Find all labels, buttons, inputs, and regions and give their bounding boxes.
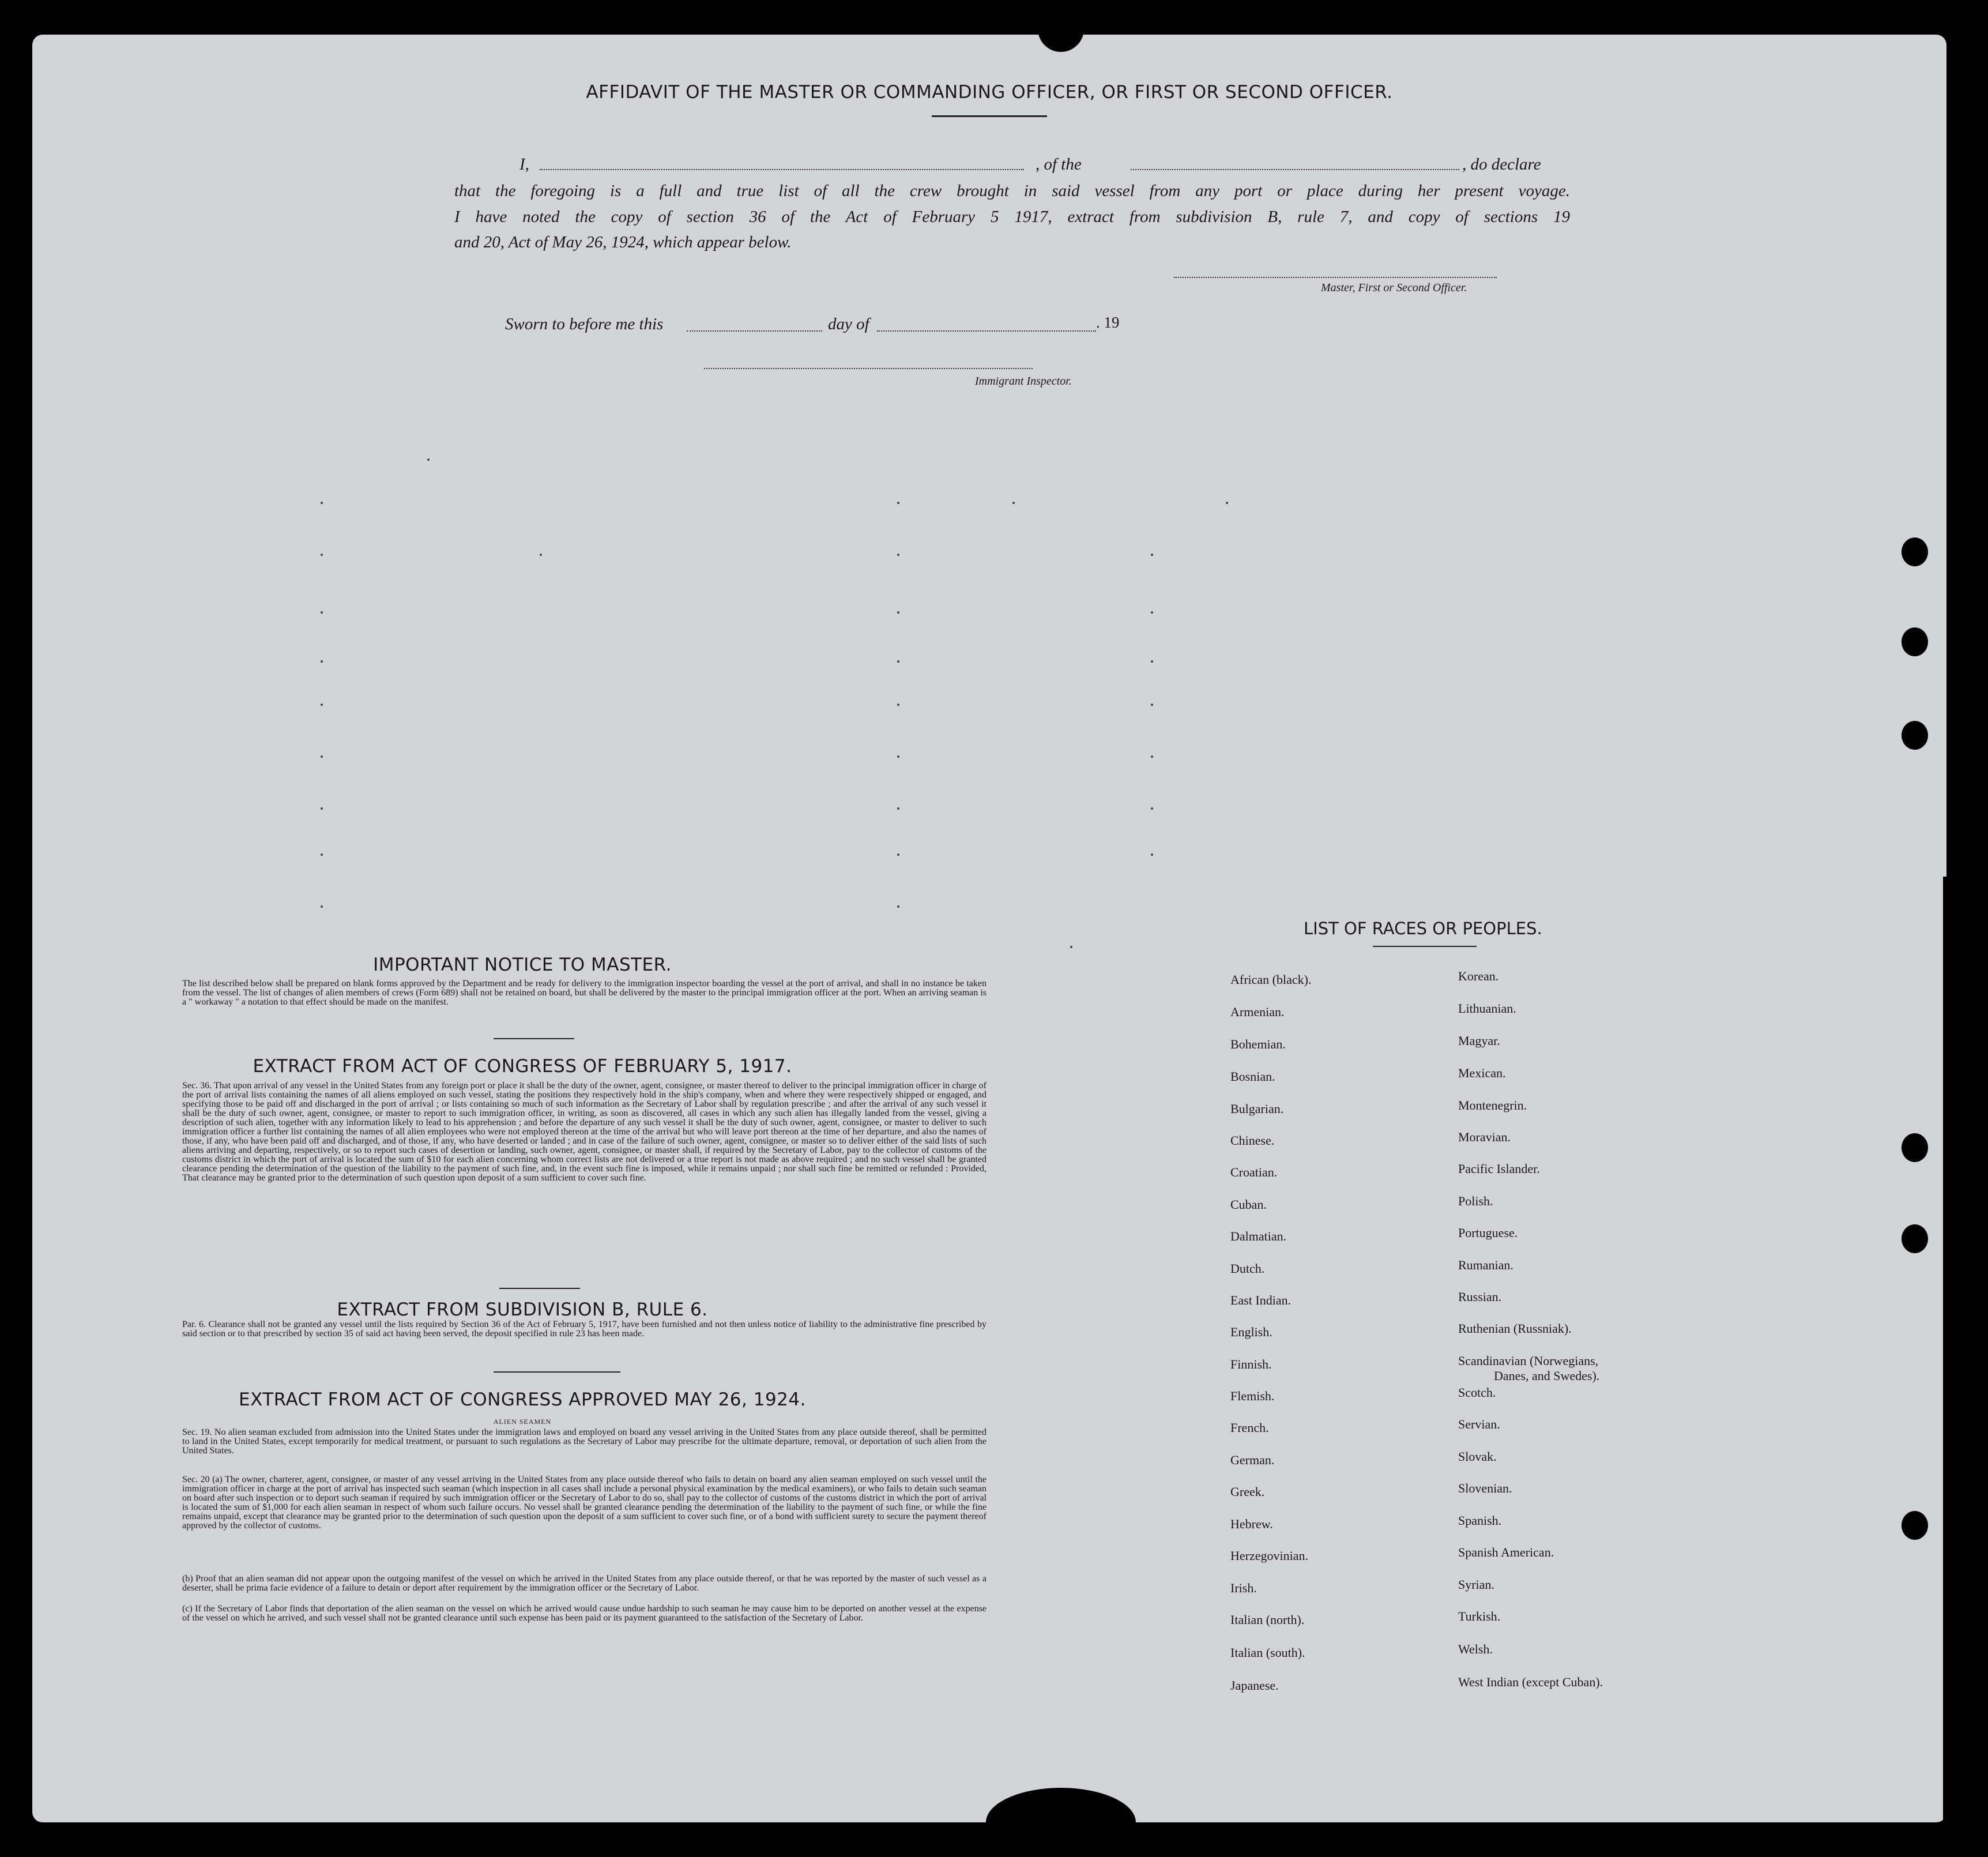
master-signature-caption: Master, First or Second Officer. (1321, 281, 1467, 294)
extract-1924-sec20c: (c) If the Secretary of Labor finds that deportation of the alien seaman on the vessel on which he arrived would cause undue hardship to such seaman he may cause him to be deported on another vessel at the expense of the vessel on which he arrived, and such vessel shall not be granted clearance until such expense has been paid or its payment guaranteed to the satisfaction of the Secretary of Labor. (182, 1604, 987, 1623)
punch-hole-icon (1902, 1224, 1928, 1253)
extract-1917-rule (499, 1288, 580, 1289)
title-underline (932, 115, 1047, 117)
vessel-name-field[interactable] (1131, 169, 1459, 170)
races-title: LIST OF RACES OR PEOPLES. (1304, 919, 1542, 938)
declaration-do-declare: , do declare (1462, 155, 1541, 174)
punch-hole-icon (1902, 721, 1928, 750)
race-item: Russian. (1458, 1290, 1502, 1304)
extract-1924-sec20b: (b) Proof that an alien seaman did not appear upon the outgoing manifest of the vessel on which he arrived in the United States from any place outside thereof, or that he was reported by the master of such vessel as a deserter, shall be prima facie evidence of a failure to detain or deport after requirement by the immigration officer or the Secretary of Labor. (182, 1574, 987, 1593)
declaration-of-the: , of the (1036, 155, 1082, 174)
year-label: . 19 (1096, 314, 1120, 331)
race-item: Turkish. (1458, 1609, 1501, 1623)
document-page (32, 35, 1946, 1822)
race-item: English. (1230, 1325, 1272, 1339)
declaration-line-4: and 20, Act of May 26, 1924, which appear below. (454, 233, 792, 251)
race-item: Bohemian. (1230, 1037, 1286, 1051)
races-rule (1373, 946, 1477, 947)
race-item: Bulgarian. (1230, 1102, 1284, 1116)
race-item: Hebrew. (1230, 1517, 1273, 1531)
race-item: Korean. (1458, 969, 1499, 983)
extract-rule6-rule (494, 1371, 620, 1373)
race-item: Spanish American. (1458, 1545, 1554, 1559)
notice-title: IMPORTANT NOTICE TO MASTER. (373, 954, 672, 975)
race-item: Polish. (1458, 1194, 1493, 1208)
inspector-signature-field[interactable] (704, 368, 1033, 369)
race-item: Rumanian. (1458, 1258, 1513, 1272)
race-item: Scotch. (1458, 1385, 1496, 1400)
race-item: East Indian. (1230, 1293, 1292, 1307)
declaration-i: I, (519, 155, 529, 174)
race-item: Dalmatian. (1230, 1229, 1287, 1243)
race-item: Syrian. (1458, 1577, 1494, 1592)
extract-1917-body: Sec. 36. That upon arrival of any vessel in the United States from any foreign port or place it shall be the duty of the owner, agent, consignee, or master thereof to deliver to the principal immigration officer in charge of the port of arrival lists containing the names of all aliens employed on such vessel, stating the positions they respectively hold in the ship's company, when and where they were respectively shipped or engaged, and specifying those to be paid off and discharged in the port of arrival ; or lists containing so much of such information as the Secretary of Labor shall by regulation prescribe ; and after the arrival of any such vessel it shall be the duty of such owner, agent, consignee, or master to report to such immigration officer, in writing, as soon as discovered, all cases in which any such alien has illegally landed from the vessel, giving a description of such alien, together with any information likely to lead to his apprehension ; and before the departure of any such vessel it shall be the duty of such owner, agent, consignee, or master to deliver to such immigration officer a further list containing the names of all alien employees who were not employed thereon at the time of the arrival but who will leave port thereon at the time of her departure, and also the names of those, if any, who have been paid off and discharged, and of those, if any, who have deserted or landed ; and in case of the failure of such owner, agent, consignee, or master so to deliver either of the said lists of such aliens arriving and departing, respectively, or so to report such cases of desertion or landing, such owner, agent, consignee, or master shall, if required by the Secretary of Labor, pay to the collector of customs of the customs district in which the port of arrival is located the sum of $10 for each alien concerning whom correct lists are not delivered or a true report is not made as above required ; and no such vessel shall be granted clearance pending the determination of the question of the liability to the payment of such fine, and, in the event such fine is imposed, while it remains unpaid ; nor shall such fine be remitted or refunded : Provided, That clearance may be granted prior to the determination of such question upon deposit of a sum sufficient to cover such fine. (182, 1081, 987, 1183)
race-item: West Indian (except Cuban). (1458, 1675, 1603, 1689)
notice-rule (494, 1038, 574, 1039)
affidavit-title: AFFIDAVIT OF THE MASTER OR COMMANDING OFFICER, OR FIRST OR SECOND OFFICER. (586, 82, 1393, 103)
race-item: Scandinavian (Norwegians, (1458, 1354, 1599, 1368)
race-item: Irish. (1230, 1581, 1257, 1595)
notice-body: The list described below shall be prepared on blank forms approved by the Department and be ready for delivery to the immigration inspector boarding the vessel at the port of arrival, and shall in no instance be taken from the vessel. The list of changes of alien members of crews (Form 689) shall not be retained on board, but shall be delivered by the master to the principal immigration officer at the port. When an arriving seaman is a " workaway " a notation to that effect should be made on the manifest. (182, 979, 987, 1007)
race-item: German. (1230, 1453, 1275, 1467)
race-item: Portuguese. (1458, 1226, 1518, 1240)
day-of-label: day of (828, 315, 869, 333)
race-item: Ruthenian (Russniak). (1458, 1321, 1572, 1336)
declaration-line-2: that the foregoing is a full and true list of all the crew brought in said vessel from any port or place during her present voyage. (454, 182, 1570, 200)
torn-notch-bottom (986, 1788, 1136, 1857)
race-item-continuation: Danes, and Swedes). (1494, 1369, 1600, 1383)
race-item: Pacific Islander. (1458, 1161, 1540, 1176)
race-item: Magyar. (1458, 1033, 1500, 1048)
race-item: Italian (north). (1230, 1612, 1305, 1627)
extract-1924-subtitle: ALIEN SEAMEN (493, 1418, 552, 1426)
punch-hole-icon (1902, 537, 1928, 566)
race-item: Servian. (1458, 1417, 1500, 1431)
punch-hole-icon (1902, 1511, 1928, 1540)
race-item: Armenian. (1230, 1005, 1285, 1019)
race-item: Greek. (1230, 1484, 1265, 1499)
sworn-month-field[interactable] (877, 330, 1096, 332)
master-name-field[interactable] (540, 169, 1024, 170)
race-item: Slovak. (1458, 1449, 1497, 1464)
punch-hole-icon (1902, 627, 1928, 656)
race-item: Bosnian. (1230, 1069, 1275, 1084)
extract-1917-title: EXTRACT FROM ACT OF CONGRESS OF FEBRUARY 5, 1917. (253, 1056, 792, 1077)
race-item: Lithuanian. (1458, 1001, 1516, 1016)
race-item: Slovenian. (1458, 1481, 1512, 1495)
race-item: Croatian. (1230, 1165, 1278, 1179)
master-signature-field[interactable] (1174, 277, 1497, 278)
sworn-day-field[interactable] (687, 330, 822, 332)
punch-hole-icon (1902, 1133, 1928, 1162)
extract-1924-sec20a: Sec. 20 (a) The owner, charterer, agent, consignee, or master of any vessel arriving in the United States from any place outside thereof who fails to detain on board any alien seaman employed on such vessel until the immigration officer in charge at the port of arrival has inspected such seaman (which inspection in all cases shall include a personal physical examination by the medical examiners), or who fails to detain such seaman on board after such inspection or to deport such seaman if required by such immigration officer or the Secretary of Labor to do so, shall pay to the collector of customs of the customs district in which the port of arrival is located the sum of $1,000 for each alien seaman in respect of whom such failure occurs. No vessel shall be granted clearance pending the determination of the liability to the payment of such fine, or while the fine remains unpaid, except that clearance may be granted prior to the determination of such question upon the deposit of a sum sufficient to cover such fine, or of a bond with sufficient surety to secure the payment thereof approved by the collector of customs. (182, 1475, 987, 1531)
race-item: Montenegrin. (1458, 1098, 1527, 1112)
extract-rule6-body: Par. 6. Clearance shall not be granted any vessel until the lists required by Section 36 of the Act of February 5, 1917, have been furnished and not then unless notice of liability to the administrative fine prescribed by said section or to that prescribed by section 35 of said act having been served, the deposit specified in rule 23 has been made. (182, 1320, 987, 1339)
race-item: Japanese. (1230, 1678, 1279, 1693)
race-item: Flemish. (1230, 1389, 1275, 1403)
race-item: Dutch. (1230, 1261, 1265, 1276)
race-item: Mexican. (1458, 1066, 1506, 1080)
sworn-label: Sworn to before me this (505, 315, 664, 333)
race-item: Moravian. (1458, 1130, 1511, 1144)
declaration-line-3: I have noted the copy of section 36 of the Act of February 5 1917, extract from subdivision B, rule 7, and copy of sections 19 (454, 208, 1570, 226)
extract-1924-sec19: Sec. 19. No alien seaman excluded from admission into the United States under the immigration laws and employed on board any vessel arriving in the United States from any place outside thereof, shall be permitted to land in the United States, except temporarily for medical treatment, or pursuant to such regulations as the Secretary of Labor may prescribe for the ultimate departure, removal, or deportation of such alien from the United States. (182, 1427, 987, 1456)
race-item: Finnish. (1230, 1357, 1272, 1371)
race-item: Herzegovinian. (1230, 1548, 1308, 1563)
race-item: Chinese. (1230, 1133, 1275, 1148)
race-item: Spanish. (1458, 1513, 1502, 1528)
race-item: Cuban. (1230, 1197, 1267, 1212)
extract-rule6-title: EXTRACT FROM SUBDIVISION B, RULE 6. (337, 1299, 708, 1320)
race-item: African (black). (1230, 972, 1312, 987)
torn-right-edge (1943, 877, 1988, 1857)
race-item: Italian (south). (1230, 1645, 1305, 1660)
race-item: Welsh. (1458, 1642, 1493, 1656)
extract-1924-title: EXTRACT FROM ACT OF CONGRESS APPROVED MAY 26, 1924. (239, 1389, 806, 1410)
inspector-caption: Immigrant Inspector. (975, 375, 1072, 388)
race-item: French. (1230, 1420, 1269, 1435)
